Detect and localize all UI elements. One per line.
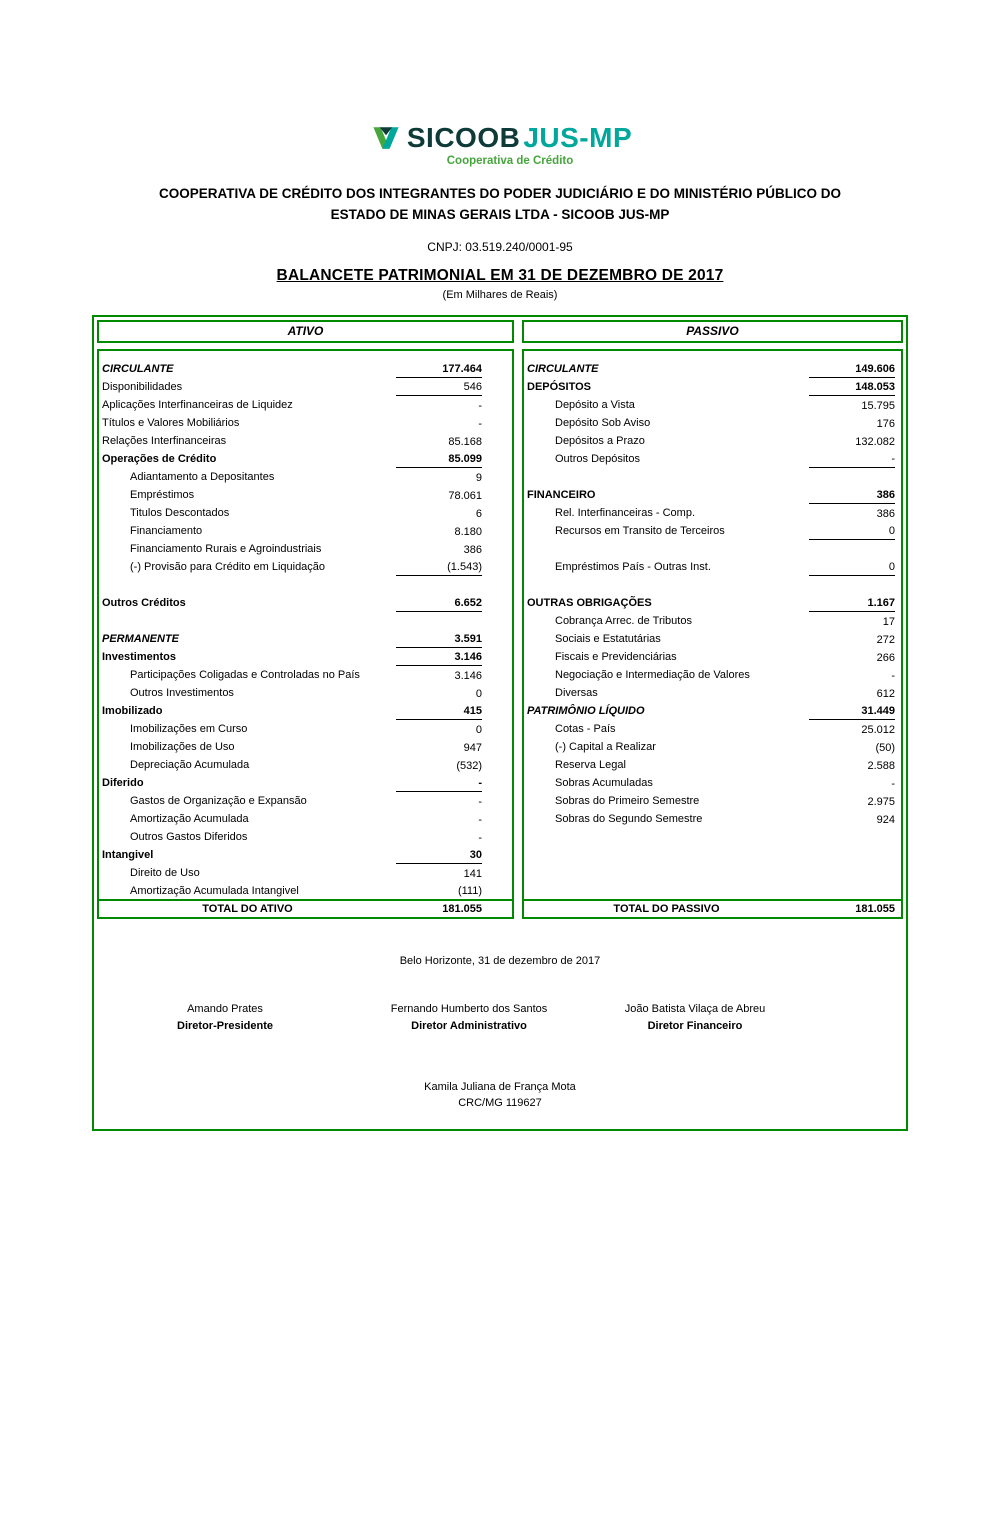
- row-value: -: [891, 778, 895, 790]
- row-label: Adiantamento a Depositantes: [130, 471, 275, 483]
- row-value: 30: [396, 848, 482, 864]
- place-date-line: Belo Horizonte, 31 de dezembro de 2017: [399, 955, 601, 967]
- row-label: Rel. Interfinanceiras - Comp.: [555, 507, 695, 519]
- table-row: [99, 648, 512, 666]
- table-row: [524, 630, 901, 648]
- row-label: Sociais e Estatutárias: [555, 633, 661, 645]
- table-row: [524, 360, 901, 378]
- row-value: 9: [475, 472, 482, 484]
- statement-subtitle: (Em Milhares de Reais): [442, 289, 558, 301]
- table-row: [99, 738, 512, 756]
- table-row: [99, 720, 512, 738]
- table-row: [99, 558, 512, 576]
- row-value: 17: [882, 616, 895, 628]
- row-label: Empréstimos: [130, 489, 195, 501]
- row-value: 266: [876, 652, 895, 664]
- table-row: [524, 756, 901, 774]
- ativo-column: [97, 320, 514, 919]
- sicoob-logo-icon: [368, 123, 404, 153]
- row-label: Sobras do Primeiro Semestre: [555, 795, 700, 807]
- signature-area: [97, 919, 903, 1126]
- table-row: [99, 396, 512, 414]
- table-row: [99, 504, 512, 522]
- row-label: Aplicações Interfinanceiras de Liquidez: [102, 399, 293, 411]
- table-row: [524, 792, 901, 810]
- row-label: Outros Depósitos: [555, 453, 640, 465]
- signatory-title: Diretor-Presidente: [177, 1020, 273, 1032]
- table-row: [99, 774, 512, 792]
- table-row: [99, 432, 512, 450]
- sicoob-wordmark: [330, 122, 670, 154]
- signature-block: [177, 1003, 273, 1032]
- table-row: [99, 684, 512, 702]
- signatory-name: João Batista Vilaça de Abreu: [624, 1003, 766, 1015]
- balance-sheet-page: [0, 122, 1000, 1537]
- row-value: 612: [876, 688, 895, 700]
- row-value: 141: [463, 868, 482, 880]
- row-value: 2.975: [867, 796, 895, 808]
- row-label: Disponibilidades: [102, 381, 183, 393]
- row-label: Gastos de Organização e Expansão: [130, 795, 307, 807]
- row-value: 3.146: [396, 650, 482, 666]
- table-row: [524, 720, 901, 738]
- row-label: Outros Créditos: [102, 597, 186, 609]
- row-value: -: [478, 832, 482, 844]
- organization-name: [0, 183, 1000, 225]
- table-row: [99, 630, 512, 648]
- row-label: Titulos Descontados: [130, 507, 230, 519]
- table-row: [99, 486, 512, 504]
- row-value: 177.464: [396, 362, 482, 378]
- passivo-column: [522, 320, 903, 919]
- table-row: [99, 864, 512, 882]
- table-row: [99, 594, 512, 612]
- row-value: 25.012: [861, 724, 895, 736]
- passivo-total-value: 181.055: [855, 903, 895, 915]
- table-row: [99, 612, 512, 630]
- signature-block: [391, 1003, 548, 1032]
- signatures-row: [97, 1003, 903, 1043]
- row-label: Outros Gastos Diferidos: [130, 831, 248, 843]
- row-label: Recursos em Transito de Terceiros: [555, 525, 725, 537]
- row-label: Depósito Sob Aviso: [555, 417, 651, 429]
- table-row: [99, 522, 512, 540]
- row-label: (-) Provisão para Crédito em Liquidação: [130, 561, 326, 573]
- row-label: Participações Coligadas e Controladas no País: [130, 669, 360, 681]
- row-value: 15.795: [861, 400, 895, 412]
- table-row: [524, 612, 901, 630]
- row-label: Sobras do Segundo Semestre: [555, 813, 703, 825]
- passivo-total-row: [522, 899, 903, 919]
- row-label: Imobilizado: [102, 705, 163, 717]
- table-row: [99, 756, 512, 774]
- row-value: 149.606: [809, 362, 895, 378]
- row-label: Financiamento: [130, 525, 203, 537]
- signatory-name: Fernando Humberto dos Santos: [390, 1003, 548, 1015]
- row-value: 8.180: [454, 526, 482, 538]
- table-row: [99, 810, 512, 828]
- row-value: 85.168: [448, 436, 482, 448]
- row-value: -: [478, 418, 482, 430]
- table-row: [99, 576, 512, 594]
- row-label: PERMANENTE: [102, 633, 180, 645]
- row-value: -: [891, 670, 895, 682]
- row-value: 176: [876, 418, 895, 430]
- table-row: [524, 396, 901, 414]
- accountant-registration: CRC/MG 119627: [458, 1097, 542, 1109]
- table-row: [99, 666, 512, 684]
- row-label: Títulos e Valores Mobiliários: [102, 417, 240, 429]
- accountant-block: [97, 1081, 903, 1109]
- row-value: 415: [396, 704, 482, 720]
- row-label: Depreciação Acumulada: [130, 759, 250, 771]
- ativo-total-row: [97, 899, 514, 919]
- row-label: PATRIMÔNIO LÍQUIDO: [527, 705, 645, 717]
- row-label: CIRCULANTE: [527, 363, 599, 375]
- table-row: [524, 504, 901, 522]
- row-value: -: [396, 776, 482, 792]
- table-row: [524, 594, 901, 612]
- row-label: Fiscais e Previdenciárias: [555, 651, 677, 663]
- row-label: Reserva Legal: [555, 759, 626, 771]
- table-row: [99, 882, 512, 900]
- row-value: 78.061: [448, 490, 482, 502]
- passivo-total-label: TOTAL DO PASSIVO: [613, 903, 720, 915]
- signatory-name: Amando Prates: [187, 1003, 263, 1015]
- sicoob-logo: [330, 122, 670, 167]
- row-value: 0: [475, 724, 482, 736]
- row-label: Diversas: [555, 687, 598, 699]
- row-label: Amortização Acumulada Intangivel: [130, 885, 299, 897]
- table-row: [524, 774, 901, 792]
- row-label: Investimentos: [102, 651, 176, 663]
- table-row: [524, 378, 901, 396]
- row-value: 31.449: [809, 704, 895, 720]
- row-value: 1.167: [809, 596, 895, 612]
- table-row: [524, 684, 901, 702]
- columns-wrapper: [97, 320, 903, 919]
- row-label: (-) Capital a Realizar: [555, 741, 656, 753]
- cnpj-line: CNPJ: 03.519.240/0001-95: [427, 240, 573, 254]
- ativo-rows: [97, 349, 514, 901]
- row-value: 0: [475, 688, 482, 700]
- logo-brand-text: SICOOB: [406, 122, 521, 153]
- row-value: 6.652: [396, 596, 482, 612]
- row-label: Imobilizações de Uso: [130, 741, 235, 753]
- row-value: 85.099: [396, 452, 482, 468]
- row-value: 3.591: [396, 632, 482, 648]
- table-row: [99, 450, 512, 468]
- table-row: [524, 432, 901, 450]
- row-value: 0: [809, 524, 895, 540]
- table-row: [99, 360, 512, 378]
- row-value: (532): [456, 760, 482, 772]
- table-row: [99, 846, 512, 864]
- table-row: [99, 414, 512, 432]
- row-value: 546: [396, 380, 482, 396]
- balance-sheet-table: [92, 315, 908, 1131]
- table-row: [524, 738, 901, 756]
- row-value: 386: [463, 544, 482, 556]
- table-row: [524, 468, 901, 486]
- row-value: 0: [809, 560, 895, 576]
- row-value: 924: [876, 814, 895, 826]
- row-value: -: [478, 400, 482, 412]
- organization-name-line1: COOPERATIVA DE CRÉDITO DOS INTEGRANTES DO PODER JUDICIÁRIO E DO MINISTÉRIO PÚBLICO DO: [158, 186, 842, 201]
- table-row: [524, 810, 901, 828]
- table-row: [99, 378, 512, 396]
- row-label: Financiamento Rurais e Agroindustriais: [130, 543, 322, 555]
- organization-name-line2: ESTADO DE MINAS GERAIS LTDA - SICOOB JUS-MP: [330, 207, 670, 222]
- row-label: DEPÓSITOS: [527, 381, 591, 393]
- table-row: [524, 648, 901, 666]
- ativo-total-value: 181.055: [442, 903, 482, 915]
- ativo-column-header: ATIVO: [97, 320, 514, 343]
- row-value: (50): [875, 742, 895, 754]
- ativo-total-label: TOTAL DO ATIVO: [202, 903, 293, 915]
- row-value: 132.082: [855, 436, 895, 448]
- row-value: 272: [876, 634, 895, 646]
- table-row: [524, 414, 901, 432]
- signature-block: [625, 1003, 765, 1032]
- signatory-title: Diretor Administrativo: [411, 1020, 527, 1032]
- table-row: [99, 792, 512, 810]
- table-row: [524, 486, 901, 504]
- row-value: 3.146: [454, 670, 482, 682]
- row-label: Outros Investimentos: [130, 687, 234, 699]
- table-row: [524, 450, 901, 468]
- row-label: FINANCEIRO: [527, 489, 596, 501]
- table-row: [524, 576, 901, 594]
- table-row: [524, 522, 901, 540]
- row-label: Relações Interfinanceiras: [102, 435, 227, 447]
- row-label: Negociação e Intermediação de Valores: [555, 669, 750, 681]
- row-label: Cotas - País: [555, 723, 616, 735]
- table-row: [99, 702, 512, 720]
- table-row: [99, 828, 512, 846]
- row-value: -: [478, 814, 482, 826]
- row-value: 386: [809, 488, 895, 504]
- table-row: [524, 666, 901, 684]
- row-label: OUTRAS OBRIGAÇÕES: [527, 597, 652, 609]
- row-value: -: [809, 452, 895, 468]
- table-row: [524, 540, 901, 558]
- table-row: [524, 558, 901, 576]
- row-value: 6: [475, 508, 482, 520]
- row-value: -: [478, 796, 482, 808]
- row-label: Amortização Acumulada: [130, 813, 249, 825]
- row-value: 148.053: [809, 380, 895, 396]
- accountant-name: Kamila Juliana de França Mota: [424, 1081, 576, 1093]
- logo-suffix-text: JUS-MP: [523, 122, 633, 153]
- statement-title: BALANCETE PATRIMONIAL EM 31 DE DEZEMBRO DE 2017: [276, 267, 724, 284]
- row-value: 2.588: [867, 760, 895, 772]
- signatory-title: Diretor Financeiro: [647, 1020, 743, 1032]
- table-row: [524, 702, 901, 720]
- passivo-column-header: PASSIVO: [522, 320, 903, 343]
- row-label: Depósitos a Prazo: [555, 435, 645, 447]
- row-label: Depósito a Vista: [555, 399, 635, 411]
- row-label: Diferido: [102, 777, 144, 789]
- table-row: [99, 540, 512, 558]
- row-label: Cobrança Arrec. de Tributos: [555, 615, 692, 627]
- row-label: CIRCULANTE: [102, 363, 174, 375]
- logo-tagline: Cooperativa de Crédito: [446, 155, 574, 167]
- row-value: 947: [463, 742, 482, 754]
- row-label: Intangivel: [102, 849, 154, 861]
- row-value: (1.543): [396, 560, 482, 576]
- passivo-rows: [522, 349, 903, 901]
- row-value: (111): [396, 884, 482, 900]
- row-value: 386: [876, 508, 895, 520]
- row-label: Imobilizações em Curso: [130, 723, 248, 735]
- row-label: Sobras Acumuladas: [555, 777, 653, 789]
- row-label: Operações de Crédito: [102, 453, 217, 465]
- row-label: Empréstimos País - Outras Inst.: [555, 561, 711, 573]
- table-row: [99, 468, 512, 486]
- row-label: Direito de Uso: [130, 867, 200, 879]
